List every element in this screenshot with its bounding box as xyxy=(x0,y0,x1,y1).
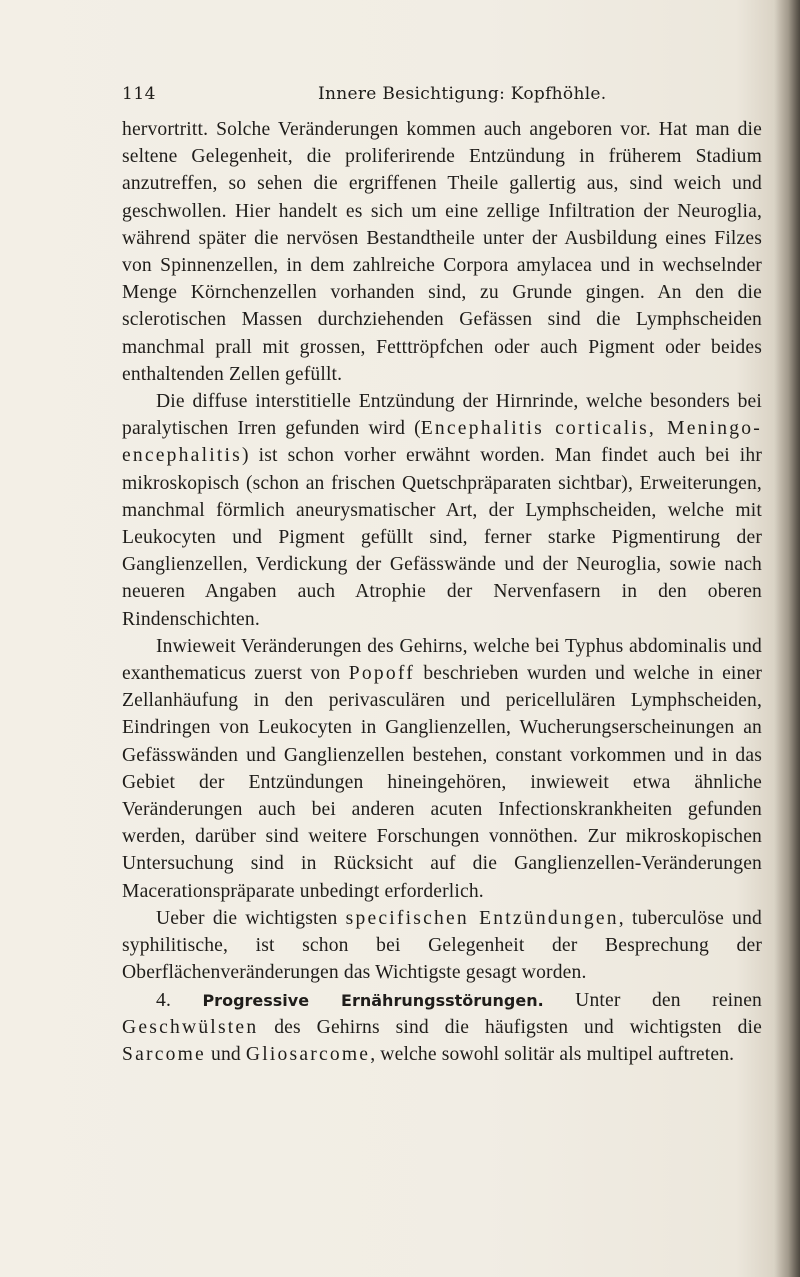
text-run: Inwieweit Veränderungen des Gehirns, welche bei Typhus abdominalis und exanthematicus zuerst von xyxy=(122,635,762,685)
text-run: des Gehirns sind die häufigsten und wichtigsten die xyxy=(258,1016,762,1038)
text-run: , tuberculöse und syphilitische, ist schon bei Gelegenheit der Besprechung der Oberflächenveränderungen das Wichtigste gesagt worden. xyxy=(122,907,762,984)
running-head: Innere Besichtigung: Kopfhöhle. xyxy=(318,84,607,104)
emphasized-term: specifischen Entzündungen xyxy=(345,907,619,929)
text-run: Unter den reinen xyxy=(543,989,763,1011)
paragraph xyxy=(122,905,762,987)
paragraph xyxy=(122,633,762,905)
text-run: Ueber die wichtigsten xyxy=(156,907,346,929)
page-header xyxy=(122,84,762,110)
text-run: Die diffuse interstitielle Entzündung der Hirnrinde, welche besonders bei paralytischen Irren gefunden wird ( xyxy=(122,391,762,440)
text-run: ) ist schon vorher erwähnt worden. Man findet auch bei ihr mikroskopisch (schon an frischen Quetschpräparaten sichtbar), Erweiterungen, manchmal förmlich aneurysmatischer Art, der Lymphscheiden, welche mit Leukocyten und Pigment gefüllt sind, ferner starke Pigmentirung der Ganglienzellen, Verdickung der Gefässwände und der Neuroglia, sowie nach neueren Angaben auch Atrophie der Nervenfasern in den oberen Rindenschichten. xyxy=(122,445,762,630)
text-run: 4. xyxy=(156,989,203,1011)
paragraph xyxy=(122,116,762,388)
emphasized-term: Sarcome xyxy=(122,1043,206,1065)
text-run: , welche sowohl solitär als multipel auftreten. xyxy=(370,1043,735,1065)
text-run: hervortritt. Solche Veränderungen kommen auch angeboren vor. Hat man die seltene Gelegenheit, die proliferirende Entzündung in früherem Stadium anzutreffen, so sehen die ergriffenen Theile gallertig aus, sind weich und geschwollen. Hier handelt es sich um eine zellige Infiltration der Neuroglia, während später die nervösen Bestandtheile unter der Ausbildung eines Filzes von Spinnenzellen, in dem zahlreiche Corpora amylacea und in wechselnder Menge Körnchenzellen vorhanden sind, zu Grunde gingen. An den die sclerotischen Massen durchziehenden Gefässen sind die Lymphscheiden manchmal prall mit grossen, Fetttröpfchen oder auch Pigment oder beides enthaltenden Zellen gefüllt. xyxy=(122,119,762,385)
paragraph xyxy=(122,388,762,633)
text-run: und xyxy=(205,1043,246,1065)
emphasized-term: Popoff xyxy=(348,663,415,685)
body-text xyxy=(122,116,762,1068)
emphasized-term: Gliosarcome xyxy=(245,1043,371,1065)
emphasized-term: Geschwülsten xyxy=(122,1016,259,1038)
section-heading: Progressive Ernährungsstörungen. xyxy=(202,990,544,1010)
page-edge-shadow xyxy=(774,0,800,1277)
page-number: 114 xyxy=(122,84,156,104)
emphasized-term: Encephalitis corticalis, Meningo-encephalitis xyxy=(122,418,762,467)
text-run: beschrieben wurden und welche in einer Zellanhäufung in den perivasculären und pericellulären Lymphscheiden, Eindringen von Leukocyten in Ganglienzellen, Wucherungserscheinungen an Gefässwänden und Ganglienzellen bestehen, constant vorkommen und in das Gebiet der Entzündungen hineingehören, inwieweit etwa ähnliche Veränderungen auch bei anderen acuten Infectionskrankheiten gefunden werden, darüber sind weitere Forschungen vonnöthen. Zur mikroskopischen Untersuchung sind in Rücksicht auf die Ganglienzellen-Veränderungen Macerationspräparate unbedingt erforderlich. xyxy=(122,663,762,902)
paragraph xyxy=(122,987,762,1069)
